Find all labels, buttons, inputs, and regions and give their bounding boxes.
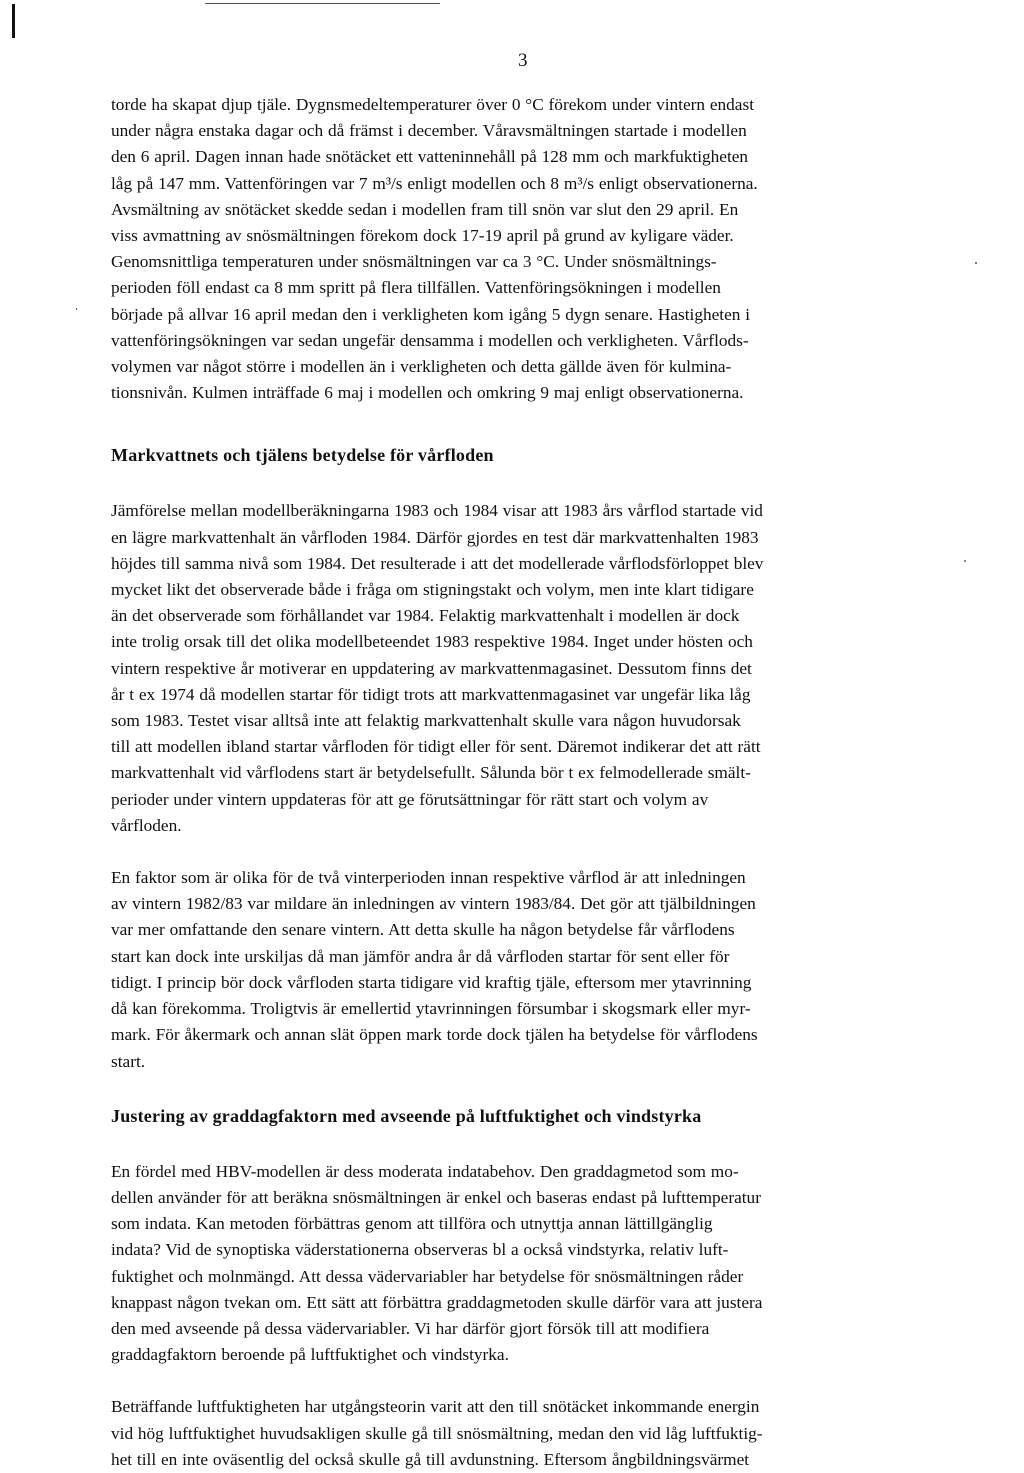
text-line: en lägre markvattenhalt än vårfloden 1984. Därför gjordes en test där markvattenhalten 1983 (111, 527, 759, 547)
text-line: En faktor som är olika för de två vinterperioden innan respektive vårflod är att inledningen (111, 868, 746, 888)
text-line: låg på 147 mm. Vattenföringen var 7 m³/s enligt modellen och 8 m³/s enligt observationerna. (111, 173, 758, 193)
text-line: markvattenhalt vid vårflodens start är betydelsefullt. Sålunda bör t ex felmodellerade smält- (111, 763, 751, 783)
text-line: vårfloden. (111, 815, 182, 835)
paragraph-soil-water (111, 498, 929, 839)
text-line: höjdes till samma nivå som 1984. Det resulterade i att det modellerade vårflodsförloppet blev (111, 553, 764, 573)
text-line: perioden föll endast ca 8 mm spritt på flera tillfällen. Vattenföringsökningen i modellen (111, 278, 721, 298)
text-line: viss avmattning av snösmältningen förekom dock 17-19 april på grund av kyligare väder. (111, 226, 734, 246)
scan-speck (975, 262, 977, 264)
text-line: var mer omfattande den senare vintern. Att detta skulle ha någon betydelse får vårflodens (111, 920, 735, 940)
text-line: inte trolig orsak till det olika modellbeteendet 1983 respektive 1984. Inget under hösten och (111, 632, 753, 652)
scan-speck (76, 308, 77, 310)
text-line: den 6 april. Dagen innan hade snötäcket ett vatteninnehåll på 128 mm och markfuktigheten (111, 147, 749, 167)
section-heading-degree-day: Justering av graddagfaktorn med avseende på luftfuktighet och vindstyrka (111, 1105, 702, 1126)
text-line: vattenföringsökningen var sedan ungefär densamma i modellen och verkligheten. Vårflods- (111, 330, 749, 350)
text-line: Beträffande luftfuktigheten har utgångsteorin varit att den till snötäcket inkommande energin (111, 1397, 760, 1417)
text-line: som indata. Kan metoden förbättras genom att tillföra och utnyttja annan lättillgänglig (111, 1214, 713, 1234)
text-line: än det observerade som förhållandet var 1984. Felaktig markvattenhalt i modellen är dock (111, 606, 740, 626)
text-line: perioder under vintern uppdateras för att ge förutsättningar för rätt start och volym av (111, 789, 709, 809)
scan-edge-mark (12, 4, 15, 38)
text-line: tionsnivån. Kulmen inträffade 6 maj i modellen och omkring 9 maj enligt observationerna. (111, 383, 744, 403)
text-line: het till en inte oväsentlig del också skulle gå till avdunstning. Eftersom ångbildningsvärmet (111, 1449, 750, 1469)
paragraph-hbv-model (111, 1159, 929, 1369)
text-line: start. (111, 1051, 146, 1071)
text-line: start kan dock inte urskiljas då man jämför andra år då vårfloden startar för sent eller för (111, 946, 730, 966)
text-line: graddagfaktorn beroende på luftfuktighet och vindstyrka. (111, 1345, 509, 1365)
text-line: Avsmältning av snötäcket skedde sedan i modellen fram till snön var slut den 29 april. En (111, 199, 739, 219)
paragraph-snowmelt-1984 (111, 92, 929, 406)
text-line: under några enstaka dagar och då främst i december. Våravsmältningen startade i modellen (111, 121, 747, 141)
text-line: mark. För åkermark och annan slät öppen mark torde dock tjälen ha betydelse för vårflodens (111, 1025, 758, 1045)
text-line: år t ex 1974 då modellen startar för tidigt trots att markvattenmagasinet var ungefär lika låg (111, 684, 751, 704)
text-line: indata? Vid de synoptiska väderstationerna observeras bl a också vindstyrka, relativ luft- (111, 1240, 729, 1260)
text-line: började på allvar 16 april medan den i verkligheten kom igång 5 dygn senare. Hastigheten i (111, 304, 751, 324)
text-line: torde ha skapat djup tjäle. Dygnsmedeltemperaturer över 0 °C förekom under vintern endast (111, 95, 754, 114)
text-line: mycket likt det observerade både i fråga om stigningstakt och volym, men inte klart tidigare (111, 580, 754, 600)
text-line: då kan förekomma. Troligtvis är emellertid ytavrinningen försumbar i skogsmark eller myr- (111, 999, 751, 1019)
scan-top-line (205, 3, 440, 4)
text-line: vid hög luftfuktighet huvudsakligen skulle gå till snösmältning, medan den vid låg luftfuktig- (111, 1423, 763, 1443)
text-line: dellen använder för att beräkna snösmältningen är enkel och baseras endast på lufttemperatur (111, 1187, 761, 1207)
text-line: den med avseende på dessa vädervariabler. Vi har därför gjort försök till att modifiera (111, 1318, 710, 1338)
page-number: 3 (518, 50, 528, 71)
text-line: volymen var något större i modellen än i verkligheten och detta gällde även för kulmina- (111, 357, 732, 377)
text-line: vintern respektive år motiverar en uppdatering av markvattenmagasinet. Dessutom finns det (111, 658, 752, 678)
text-line: tidigt. I princip bör dock vårfloden starta tidigare vid kraftig tjäle, eftersom mer ytavrinning (111, 972, 752, 992)
scan-speck (964, 560, 966, 562)
text-line: Genomsnittliga temperaturen under snösmältningen var ca 3 °C. Under snösmältnings- (111, 252, 717, 272)
page-body (111, 92, 929, 1473)
paragraph-frost (111, 865, 929, 1075)
text-line: knappast någon tvekan om. Ett sätt att förbättra graddagmetoden skulle därför vara att justera (111, 1292, 763, 1312)
text-line: fuktighet och molnmängd. Att dessa vädervariabler har betydelse för snösmältningen råder (111, 1266, 744, 1286)
paragraph-humidity (111, 1394, 929, 1473)
text-line: till att modellen ibland startar vårfloden för tidigt eller för sent. Däremot indikerar det att rätt (111, 737, 761, 757)
text-line: En fördel med HBV-modellen är dess moderata indatabehov. Den graddagmetod som mo- (111, 1161, 739, 1181)
section-heading-soil-water: Markvattnets och tjälens betydelse för vårfloden (111, 445, 494, 466)
text-line: Jämförelse mellan modellberäkningarna 1983 och 1984 visar att 1983 års vårflod startade vid (111, 501, 763, 521)
text-line: av vintern 1982/83 var mildare än inledningen av vintern 1983/84. Det gör att tjälbildningen (111, 894, 756, 914)
text-line: som 1983. Testet visar alltså inte att felaktig markvattenhalt skulle vara någon huvudorsak (111, 711, 741, 731)
